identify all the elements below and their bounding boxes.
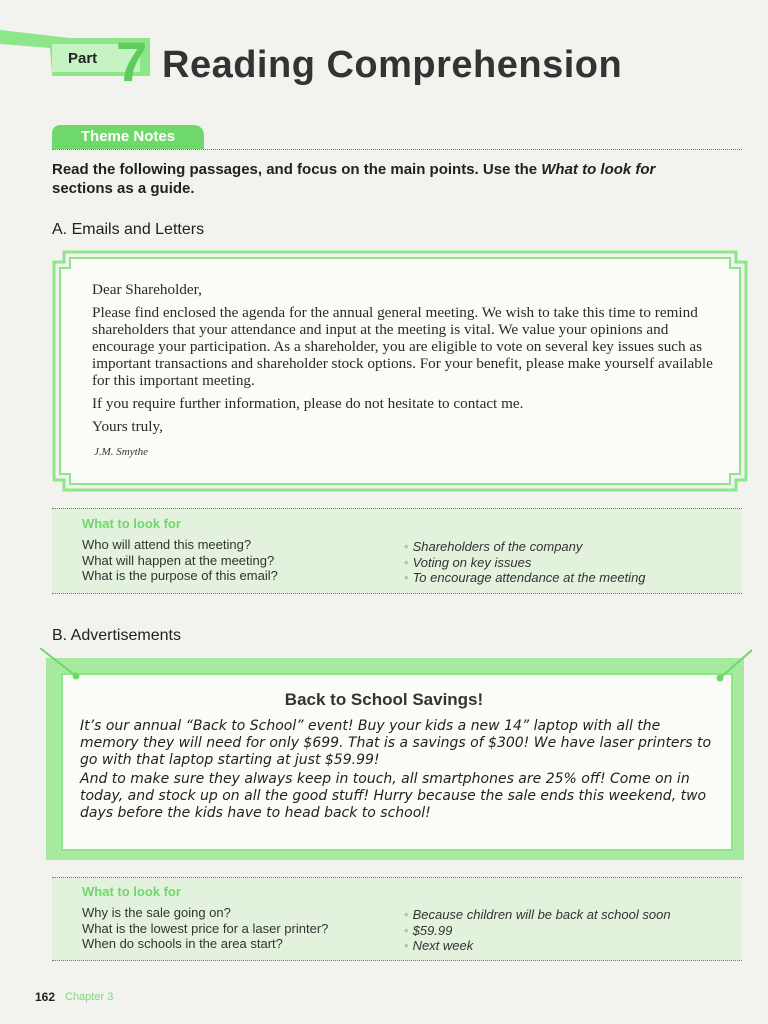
- letter-paragraph-2: If you require further information, please do not hesitate to contact me.: [92, 395, 524, 412]
- instructions-emphasis: What to look for: [541, 161, 656, 178]
- theme-notes-tab: Theme Notes: [52, 125, 204, 149]
- wlf-a-answer: [404, 570, 734, 586]
- wlf-a-answer: [404, 555, 734, 571]
- wlf-a-answer-text: To encourage attendance at the meeting: [412, 570, 646, 585]
- advertisement-body: [80, 718, 720, 824]
- wlf-b-question: Why is the sale going on?: [82, 905, 231, 920]
- wlf-a-question: What is the purpose of this email?: [82, 568, 278, 583]
- letter-closing: Yours truly,: [92, 418, 163, 435]
- wlf-b-answers: [404, 907, 734, 954]
- letter-salutation: Dear Shareholder,: [92, 281, 202, 298]
- bullet-icon: •: [404, 907, 409, 922]
- wlf-b-answer-text: Because children will be back at school soon: [412, 907, 671, 922]
- section-a-heading: A. Emails and Letters: [52, 221, 205, 238]
- wlf-a-answer-text: Shareholders of the company: [412, 539, 583, 554]
- advertisement-paragraph-2: And to make sure they always keep in touch, all smartphones are 25% off! Come on in today, and stock up on all the good stuff! Hurry because the sale ends this weekend, two days before the kids have to head back to school!: [80, 771, 707, 821]
- bullet-icon: •: [404, 539, 409, 554]
- wlf-b-title: What to look for: [82, 884, 181, 899]
- what-to-look-for-a: [52, 508, 742, 594]
- wlf-b-question: When do schools in the area start?: [82, 936, 283, 951]
- part-number: 7: [116, 30, 148, 93]
- what-to-look-for-b: [52, 877, 742, 961]
- advertisement-title: Back to School Savings!: [284, 690, 484, 709]
- bullet-icon: •: [404, 554, 409, 570]
- page-title: Reading Comprehension: [162, 44, 623, 86]
- wlf-a-answers: [404, 539, 734, 586]
- letter-paragraph-1: Please find enclosed the agenda for the annual general meeting. We wish to take this time to remind shareholders that your attendance and input at the meeting is vital. We value your opinions and encourage your participation. As a shareholder, you are eligible to vote on several key issues such as important transactions and shareholder stock options. For your benefit, please make yourself available for this important meeting.: [92, 304, 713, 389]
- section-b-heading: B. Advertisements: [52, 627, 181, 644]
- wlf-a-answer: [404, 539, 734, 555]
- wlf-b-answer-text: $59.99: [412, 922, 453, 938]
- wlf-a-question: What will happen at the meeting?: [82, 552, 275, 568]
- part-label: Part: [68, 50, 98, 67]
- wlf-b-questions: [82, 905, 402, 952]
- wlf-a-questions: [82, 537, 402, 584]
- page-number: 162: [35, 990, 56, 1004]
- letter-body: [92, 281, 718, 441]
- wlf-b-answer: [404, 907, 734, 923]
- bullet-icon: •: [404, 938, 409, 953]
- wlf-b-answer-text: Next week: [412, 938, 474, 953]
- wlf-b-question: What is the lowest price for a laser printer?: [82, 920, 329, 936]
- theme-notes-divider: [52, 149, 742, 150]
- bullet-icon: •: [404, 922, 409, 938]
- instructions-text: [52, 160, 702, 198]
- chapter-label: Chapter 3: [65, 991, 114, 1003]
- wlf-a-answer-text: Voting on key issues: [412, 554, 532, 570]
- bullet-icon: •: [404, 570, 409, 585]
- wlf-a-question: Who will attend this meeting?: [82, 537, 252, 552]
- wlf-b-answer: [404, 938, 734, 954]
- advertisement-paragraph-1: It’s our annual “Back to School” event! Buy your kids a new 14” laptop with all the memory they will need for only $699. That is a savings of $300! We have laser printers to go with that laptop starting at just $59.99!: [80, 718, 712, 768]
- instructions-part-1: Read the following passages, and focus on the main points. Use the: [52, 161, 542, 178]
- wlf-a-title: What to look for: [82, 516, 181, 531]
- letter-signature: J.M. Smythe: [94, 446, 149, 458]
- instructions-part-2: sections as a guide.: [52, 180, 195, 197]
- wlf-b-answer: [404, 923, 734, 939]
